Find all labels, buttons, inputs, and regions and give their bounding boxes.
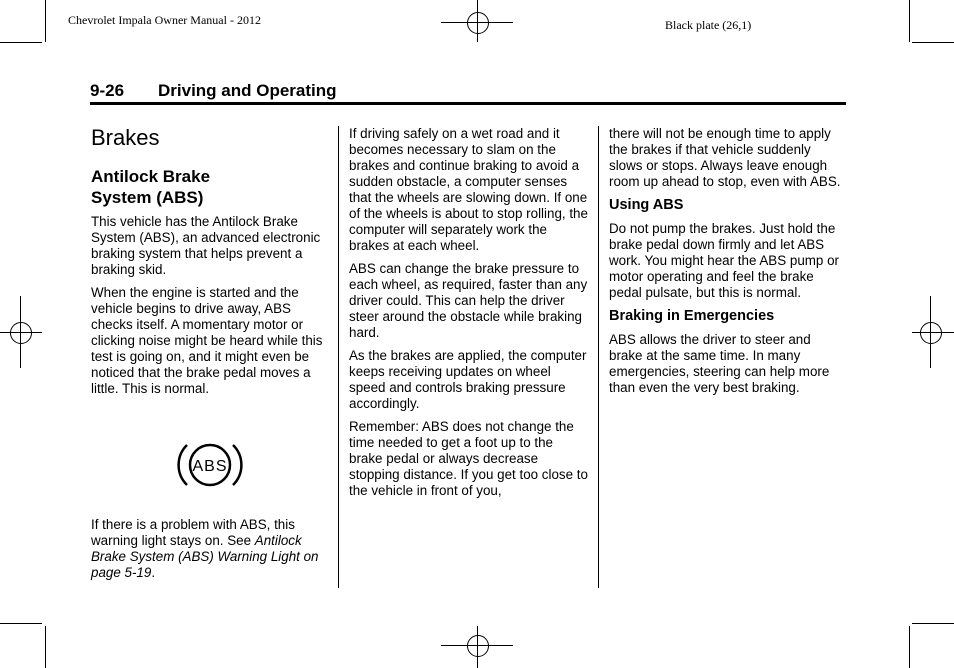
section-title: Driving and Operating	[158, 81, 337, 100]
crop-mark	[0, 623, 42, 624]
crop-mark	[0, 42, 42, 43]
subheading-braking-emergencies: Braking in Emergencies	[609, 308, 775, 324]
paragraph: This vehicle has the Antilock Brake System (ABS), an advanced electronic braking system that helps prevent a braking skid.	[91, 214, 321, 277]
paragraph: If driving safely on a wet road and it becomes necessary to slam on the brakes and continue braking to avoid a sudden obstacle, a computer senses that the wheels are slowing down. If one of the wheels is about to stop rolling, the computer will separately work the brakes at each wheel.	[349, 126, 588, 253]
paragraph: ABS allows the driver to steer and brake at the same time. In many emergencies, steering can help more than even the very best braking.	[609, 332, 830, 395]
column-divider	[598, 126, 599, 588]
manual-title: Chevrolet Impala Owner Manual - 2012	[68, 13, 261, 27]
crop-mark	[912, 42, 954, 43]
page-title: Brakes	[91, 125, 160, 150]
paragraph: Remember: ABS does not change the time needed to get a foot up to the brake pedal or always decrease stopping distance. If you get too close to the vehicle in front of you,	[349, 419, 588, 498]
abs-warning-symbol-icon	[177, 437, 243, 493]
column-divider	[338, 126, 339, 588]
crop-mark	[909, 0, 910, 42]
paragraph: If there is a problem with ABS, this warning light stays on. See Antilock Brake System (ABS) Warning Light on page 5-19.	[91, 517, 319, 580]
paragraph: When the engine is started and the vehicle begins to drive away, ABS checks itself. A momentary motor or clicking noise might be heard while this test is going on, and it might even be noticed that the brake pedal moves a little. This is normal.	[91, 285, 323, 396]
paragraph: Do not pump the brakes. Just hold the brake pedal down firmly and let ABS work. You might hear the ABS pump or motor operating and feel the brake pedal pulsate, but this is normal.	[609, 221, 840, 300]
plate-label: Black plate (26,1)	[665, 18, 752, 32]
crop-mark	[45, 0, 46, 42]
svg-text:ABS: ABS	[192, 458, 228, 475]
paragraph: there will not be enough time to apply the brakes if that vehicle suddenly slows or stops. Always leave enough room up ahead to stop, even with ABS.	[609, 126, 841, 189]
section-header	[90, 80, 846, 105]
crop-mark	[909, 626, 910, 668]
subheading-abs: Antilock Brake System (ABS)	[91, 167, 211, 207]
crop-mark	[45, 626, 46, 668]
subheading-using-abs: Using ABS	[609, 197, 684, 213]
page-number: 9-26	[90, 81, 125, 100]
paragraph: ABS can change the brake pressure to each wheel, as required, faster than any driver could. This can help the driver steer around the obstacle while braking hard.	[349, 261, 588, 340]
column-3	[609, 126, 845, 403]
paragraph: As the brakes are applied, the computer keeps receiving updates on wheel speed and controls braking pressure accordingly.	[349, 348, 587, 411]
column-1	[91, 126, 327, 588]
column-2	[349, 126, 589, 506]
crop-mark	[912, 623, 954, 624]
cross-reference-link[interactable]: Antilock Brake System (ABS) Warning Light on page 5-19	[91, 533, 319, 580]
